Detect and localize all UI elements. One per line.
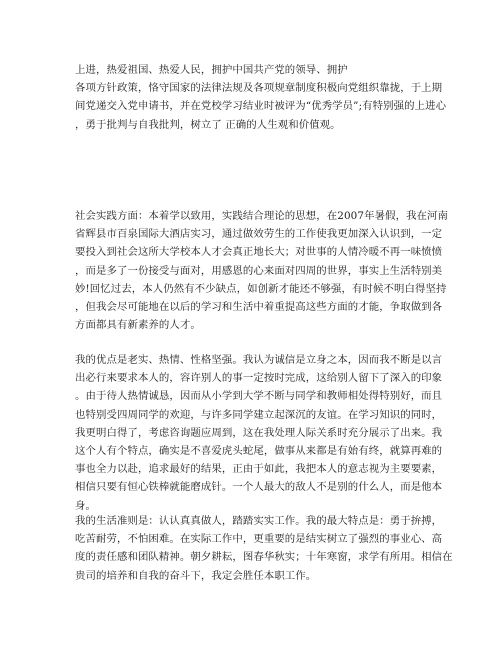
text-line: 方面都具有新素养的人才。 [75, 319, 201, 332]
text-line: ，而是多了一份接受与面对，用感恩的心来面对四周的世界，事实上生活特别美 [75, 264, 443, 277]
text-line: 省辉县市百泉国际大酒店实习，通过做效劳生的工作使我更加深入认识到，一定 [75, 228, 443, 241]
paragraph-strengths [75, 351, 443, 515]
text-line: 各项方针政策，恪守国家的法律法规及各项规章制度积极向党组织靠拢，于上期 [75, 82, 443, 95]
text-line: 我的优点是老实、热情、性格坚强。我认为诚信是立身之本，因而我不断是以言 [75, 354, 443, 366]
text-line: 吃苦耐劳，不怕困难。在实际工作中，更重要的是结实树立了强烈的事业心、高 [75, 533, 443, 546]
text-line: 。由于待人热情诚恳，因而从小学到大学不断与同学和教师相处得特别好，而且 [75, 390, 443, 403]
text-line: 也特别受四周同学的欢迎，与许多同学建立起深沉的友谊。在学习知识的同时， [75, 408, 443, 421]
paragraph-social-practice [75, 207, 449, 334]
paragraph-political-stance [75, 61, 447, 134]
text-line: 出必行来要求本人的，容许别人的事一定按时完成，这给别人留下了深入的印象 [75, 372, 443, 385]
text-line: 我更明白得了，考虑咨询题应周到，这在我处理人际关系时充分展示了出来。我 [75, 426, 443, 439]
text-line: 上进，热爱祖国、热爱人民，拥护中国共产党的领导、拥护 [75, 64, 348, 76]
text-line: 事也全力以赴，追求最好的结果，正由于如此，我把本人的意志视为主要要素， [75, 463, 443, 476]
text-line: 贵司的培养和自我的奋斗下，我定会胜任本职工作。 [75, 569, 317, 582]
text-line: 间党递交入党申请书，并在党校学习结业时被评为“优秀学员”;有特别强的上进心 [75, 100, 447, 113]
text-line: ，勇于批判与自我批判，树立了 正确的人生观和价值观。 [75, 118, 341, 131]
text-line: 社会实践方面：本着学以致用，实践结合理论的思想，在2007年暑假，我在河南 [75, 210, 449, 222]
text-line: 这个人有个特点，确实是不喜爱虎头蛇尾，做事从来都是有始有终，就算再难的 [75, 445, 443, 458]
text-line: ，但我会尽可能地在以后的学习和生活中着重提高这些方面的才能，争取做到各 [75, 301, 443, 314]
text-line: 相信只要有恒心铁棒就能磨成针。一个人最大的敌人不是别的什么人，而是他本 [75, 481, 443, 494]
paragraph-life-principles [75, 512, 453, 585]
text-line: 我的生活准则是：认认真真做人，踏踏实实工作。我的最大特点是：勇于拚搏， [75, 515, 443, 527]
text-line: 身。 [75, 499, 96, 512]
text-line: 妙!回忆过去，本人仍然有不少缺点，如创新才能还不够强，有时候不明白得坚持 [75, 282, 447, 295]
text-line: 度的责任感和团队精神。朝夕耕耘，图春华秋实；十年寒窗，求学有所用。相信在 [75, 551, 453, 564]
text-line: 要投入到社会这所大学校本人才会真正地长大；对世事的人情冷暖不再一味愤愤 [75, 246, 443, 259]
